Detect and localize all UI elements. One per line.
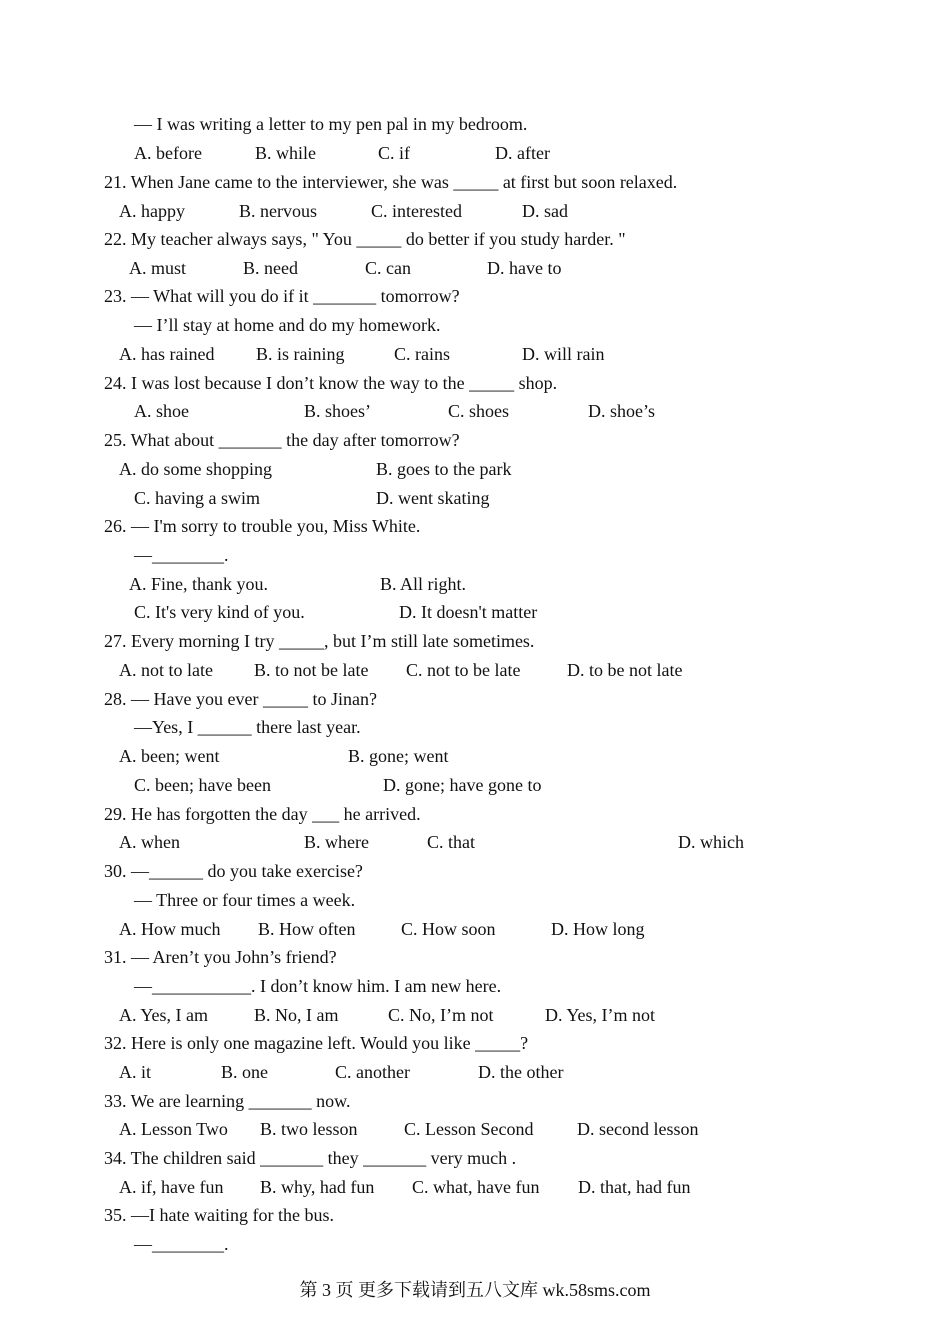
question-29: 29. He has forgotten the day ___ he arrived. [104,804,421,824]
dialog-line: — I was writing a letter to my pen pal in my bedroom. [134,114,528,134]
option-c: C. Lesson Second [404,1119,534,1139]
option-c: C. been; have been [134,775,271,795]
page-footer: 第 3 页 更多下载请到五八文库 wk.58sms.com [299,1280,651,1300]
option-c: C. rains [394,344,450,364]
question-21: 21. When Jane came to the interviewer, she was _____ at first but soon relaxed. [104,172,678,192]
question-27: 27. Every morning I try _____, but I’m still late sometimes. [104,631,535,651]
option-b: B. goes to the park [376,459,512,479]
option-a: A. Lesson Two [119,1119,228,1139]
option-c: C. if [378,143,411,163]
option-b: B. All right. [380,574,467,594]
option-d: D. the other [478,1062,564,1082]
option-b: B. No, I am [254,1005,339,1025]
option-b: B. shoes’ [304,401,371,421]
question-34: 34. The children said _______ they _______ very much . [104,1148,517,1168]
option-d: D. will rain [522,344,605,364]
option-d: D. have to [487,258,562,278]
option-a: A. happy [119,201,185,221]
option-b: B. why, had fun [260,1177,375,1197]
dialog-line: —________. [134,1234,229,1254]
question-30: 30. —______ do you take exercise? [104,861,363,881]
option-c: C. It's very kind of you. [134,602,305,622]
option-d: D. second lesson [577,1119,699,1139]
option-d: D. that, had fun [578,1177,691,1197]
option-a: A. has rained [119,344,215,364]
option-a: A. do some shopping [119,459,272,479]
option-d: D. which [678,832,744,852]
question-22: 22. My teacher always says, " You _____ do better if you study harder. " [104,229,626,249]
option-d: D. gone; have gone to [383,775,542,795]
question-33: 33. We are learning _______ now. [104,1091,351,1111]
option-c: C. can [365,258,411,278]
option-a: A. it [119,1062,152,1082]
option-d: D. went skating [376,488,490,508]
option-a: A. How much [119,919,221,939]
option-a: A. if, have fun [119,1177,224,1197]
option-c: C. having a swim [134,488,260,508]
option-a: A. been; went [119,746,220,766]
option-d: D. shoe’s [588,401,655,421]
option-b: B. where [304,832,369,852]
option-a: A. Fine, thank you. [129,574,268,594]
question-23: 23. — What will you do if it _______ tomorrow? [104,286,460,306]
dialog-line: —___________. I don’t know him. I am new here. [134,976,502,996]
option-b: B. while [255,143,316,163]
question-26: 26. — I'm sorry to trouble you, Miss White. [104,516,421,536]
dialog-line: — I’ll stay at home and do my homework. [134,315,441,335]
option-b: B. one [221,1062,268,1082]
option-c: C. another [335,1062,410,1082]
option-b: B. two lesson [260,1119,358,1139]
option-a: A. must [129,258,187,278]
option-d: D. sad [522,201,568,221]
option-c: C. that [427,832,475,852]
question-32: 32. Here is only one magazine left. Would you like _____? [104,1033,529,1053]
question-31: 31. — Aren’t you John’s friend? [104,947,337,967]
dialog-line: —Yes, I ______ there last year. [134,717,361,737]
option-d: D. to be not late [567,660,683,680]
option-c: C. interested [371,201,462,221]
option-c: C. How soon [401,919,496,939]
option-b: B. How often [258,919,356,939]
option-a: A. shoe [134,401,189,421]
option-d: D. after [495,143,550,163]
option-b: B. to not be late [254,660,369,680]
option-a: A. before [134,143,202,163]
option-d: D. How long [551,919,645,939]
option-b: B. gone; went [348,746,449,766]
question-24: 24. I was lost because I don’t know the way to the _____ shop. [104,373,558,393]
dialog-line: — Three or four times a week. [134,890,356,910]
question-35: 35. —I hate waiting for the bus. [104,1205,334,1225]
option-d: D. It doesn't matter [399,602,538,622]
option-c: C. shoes [448,401,510,421]
option-c: C. not to be late [406,660,521,680]
option-a: A. not to late [119,660,213,680]
question-28: 28. — Have you ever _____ to Jinan? [104,689,377,709]
option-a: A. when [119,832,180,852]
option-a: A. Yes, I am [119,1005,209,1025]
option-b: B. need [243,258,298,278]
option-c: C. No, I’m not [388,1005,494,1025]
option-c: C. what, have fun [412,1177,540,1197]
option-d: D. Yes, I’m not [545,1005,656,1025]
question-25: 25. What about _______ the day after tomorrow? [104,430,460,450]
dialog-line: —________. [134,545,229,565]
option-b: B. is raining [256,344,345,364]
option-b: B. nervous [239,201,317,221]
